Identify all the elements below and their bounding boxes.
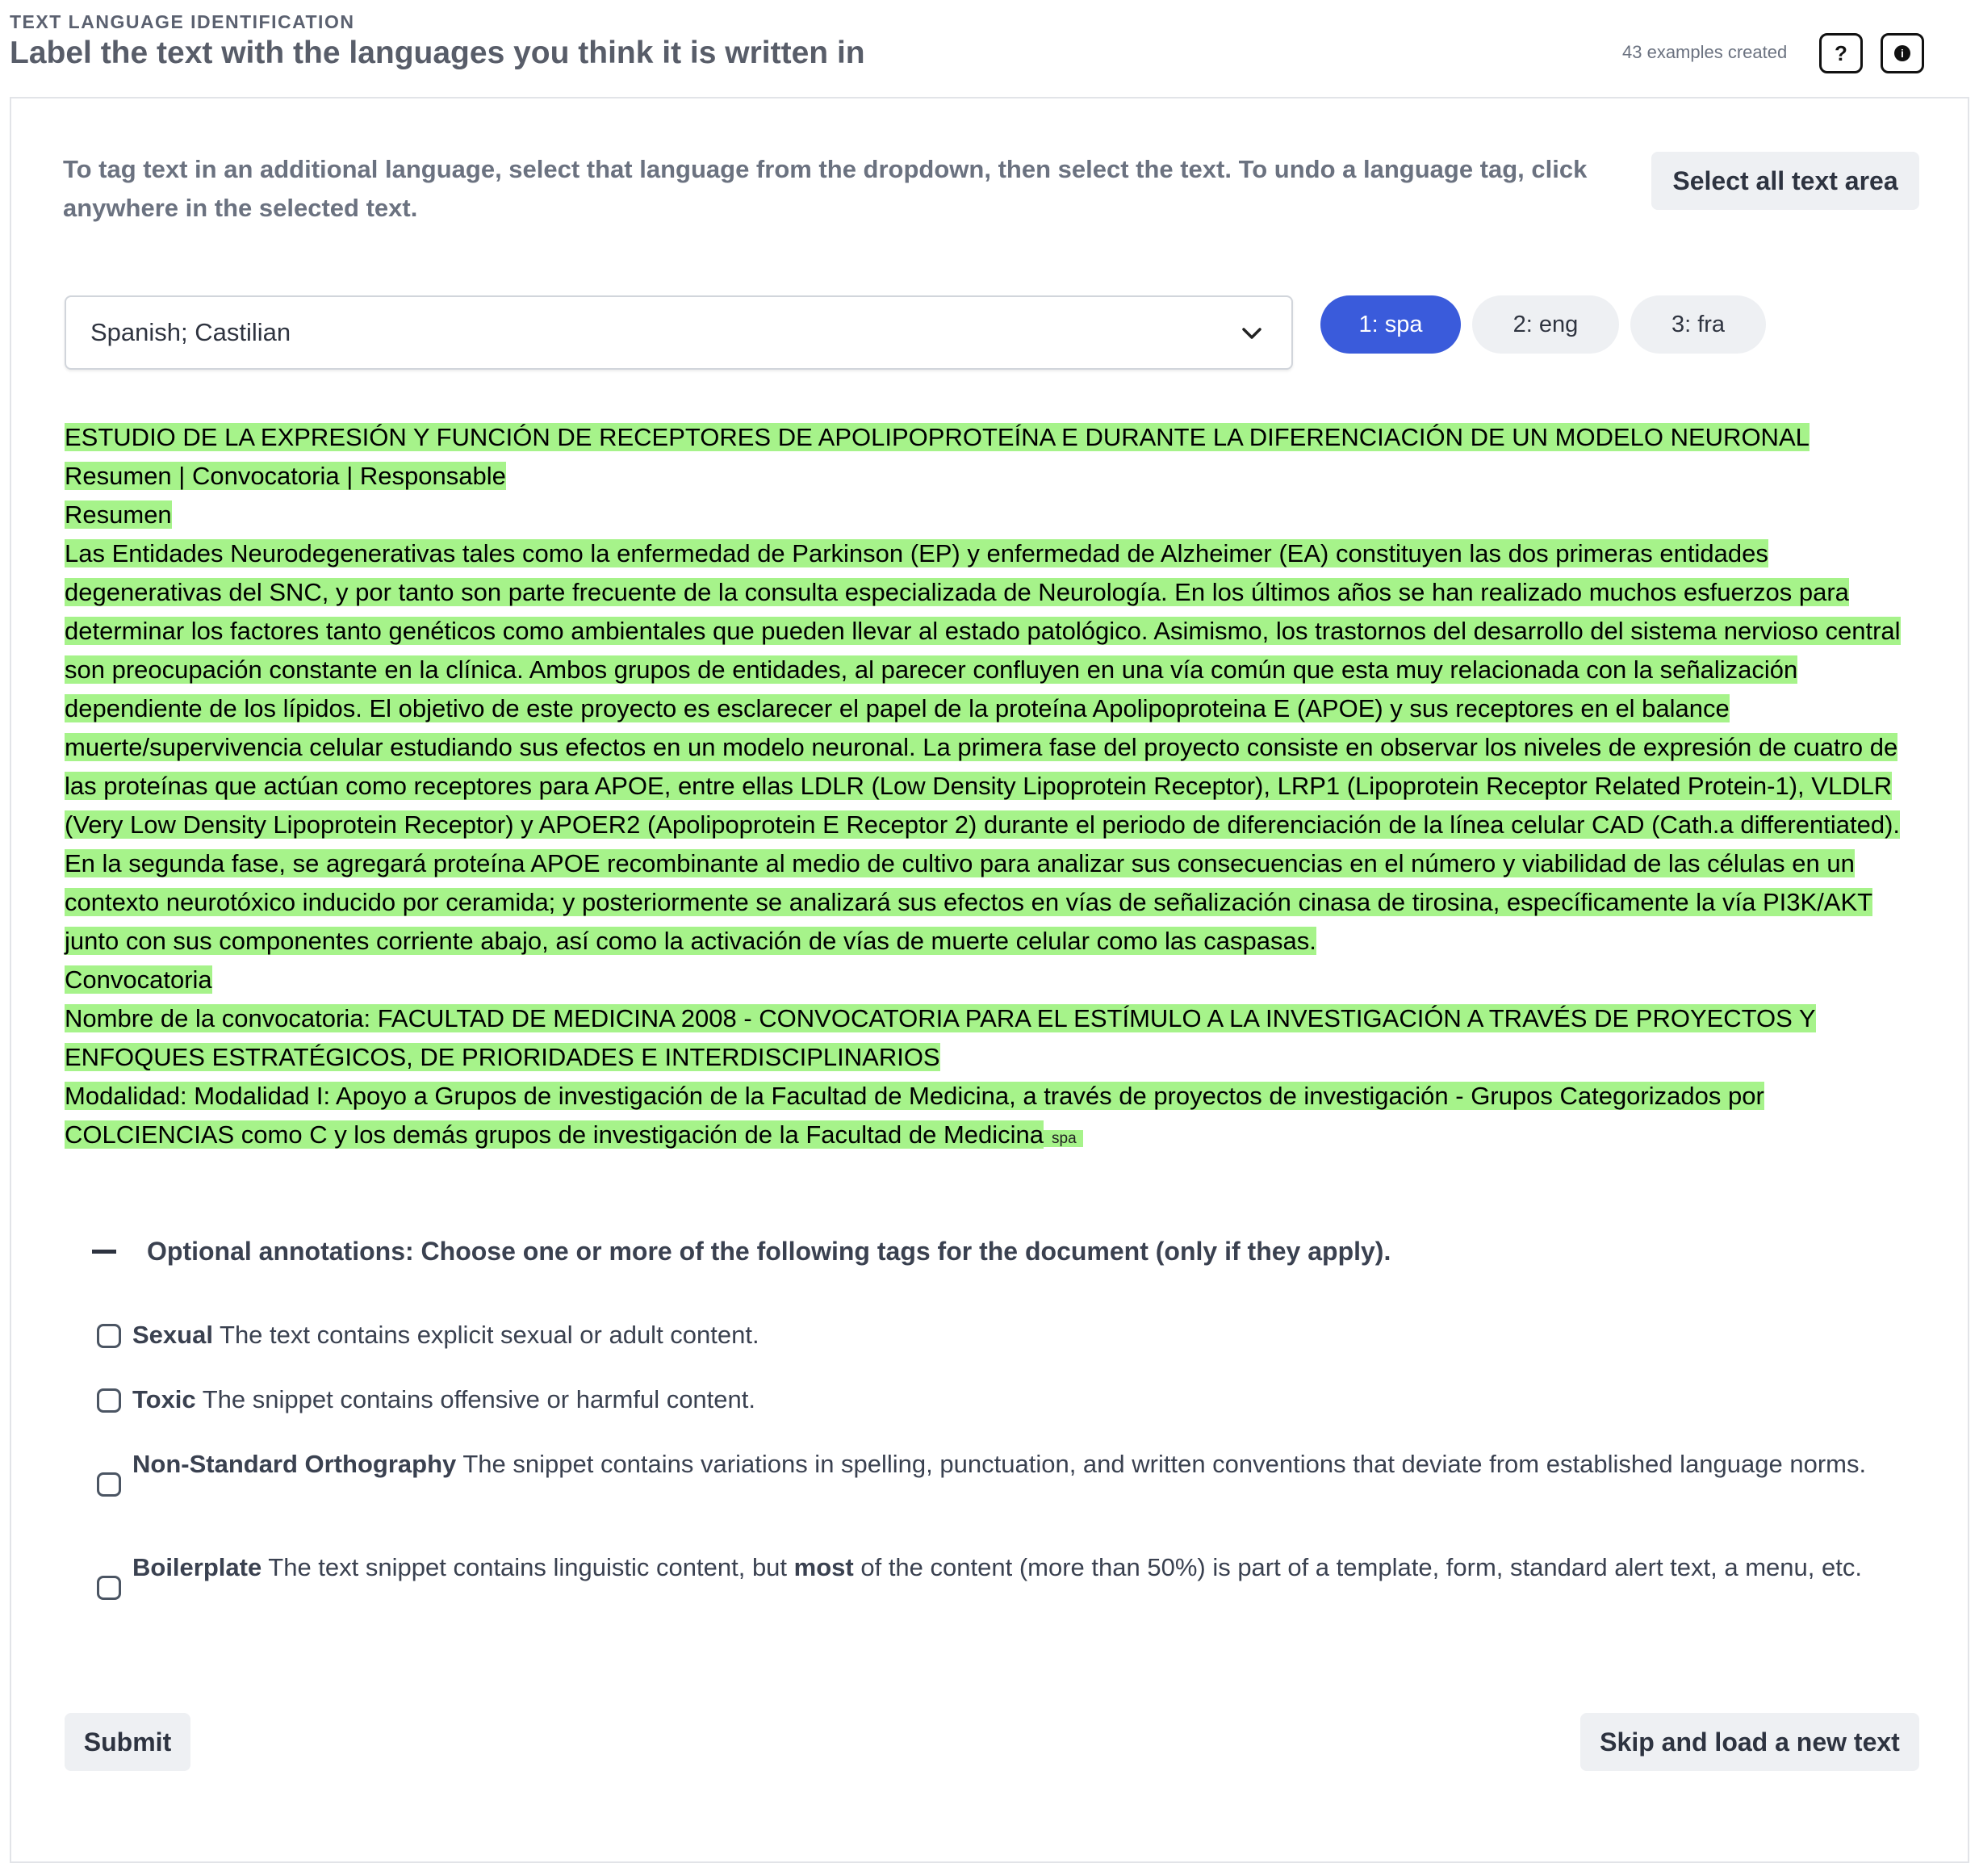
option-description: The snippet contains offensive or harmful content. bbox=[195, 1385, 755, 1413]
tagged-span[interactable]: Las Entidades Neurodegenerativas tales como la enfermedad de Parkinson (EP) y enfermedad de Alzheimer (EA) constituyen las dos primeras entidades degenerativas del SNC, y por tanto son parte frecuente de la consulta especializada de Neurología. En los últimos años se han realizado muchos esfuerzos para determinar los factores tanto genéticos como ambientales que pueden llevar al estado patológico. Asimismo, los trastornos del desarrollo del sistema nervioso central son preocupación constante en la clínica. Ambos grupos de entidades, al parecer confluyen en una vía común que esta muy relacionada con la señalización dependiente de los lípidos. El objetivo de este proyecto es esclarecer el papel de la proteína Apolipoproteina E (APOE) y sus receptores en el balance muerte/supervivencia celular estudiando sus efectos en un modelo neuronal. La primera fase del proyecto consiste en observar los niveles de expresión de cuatro de las proteínas que actúan como receptores para APOE, entre ellas LDLR (Low Density Lipoprotein Receptor), LRP1 (Lipoprotein Receptor Related Protein-1), VLDLR (Very Low Density Lipoprotein Receptor) y APOER2 (Apolipoprotein E Receptor 2) durante el periodo de diferenciación de la línea celular CAD (Cath.a differentiated). En la segunda fase, se agregará proteína APOE recombinante al medio de cultivo para analizar sus consecuencias en el número y viabilidad de las células en un contexto neurotóxico inducido por ceramida; y posteriormente se analizará sus efectos en vías de señalización cinasa de tirosina, específicamente la vía PI3K/AKT junto con sus componentes corriente abajo, así como la activación de vías de muerte celular como las caspasas. bbox=[65, 539, 1901, 955]
option-description: The text contains explicit sexual or adult content. bbox=[212, 1321, 759, 1349]
text-line bbox=[65, 1077, 1926, 1158]
option-label bbox=[132, 1316, 1921, 1355]
sexual-checkbox[interactable] bbox=[97, 1324, 121, 1348]
skip-button[interactable]: Skip and load a new text bbox=[1580, 1713, 1919, 1771]
tagged-span[interactable]: ESTUDIO DE LA EXPRESIÓN Y FUNCIÓN DE RECEPTORES DE APOLIPOPROTEÍNA E DURANTE LA DIFERENCIACIÓN DE UN MODELO NEURONAL bbox=[65, 423, 1810, 451]
option-name: Non-Standard Orthography bbox=[132, 1450, 457, 1478]
tagged-span[interactable]: Nombre de la convocatoria: FACULTAD DE MEDICINA 2008 - CONVOCATORIA PARA EL ESTÍMULO A LA INVESTIGACIÓN A TRAVÉS DE PROYECTOS Y ENFOQUES ESTRATÉGICOS, DE PRIORIDADES E INTERDISCIPLINARIOS bbox=[65, 1004, 1816, 1071]
language-pill-eng[interactable]: 2: eng bbox=[1472, 295, 1619, 354]
language-dropdown[interactable] bbox=[65, 295, 1293, 370]
text-area[interactable] bbox=[65, 418, 1926, 1158]
task-kicker: TEXT LANGUAGE IDENTIFICATION bbox=[10, 11, 355, 32]
submit-button[interactable]: Submit bbox=[65, 1713, 190, 1771]
option-description: The snippet contains variations in spelling, punctuation, and written conventions that deviate from established language norms. bbox=[456, 1450, 1867, 1478]
optional-annotations-title: Optional annotations: Choose one or more of the following tags for the document (only if they apply). bbox=[147, 1237, 1391, 1266]
language-pill-spa[interactable]: 1: spa bbox=[1320, 295, 1461, 354]
tagged-span[interactable]: Resumen bbox=[65, 500, 172, 529]
text-line bbox=[65, 961, 1926, 999]
chevron-down-icon bbox=[1240, 321, 1264, 345]
text-line bbox=[65, 999, 1926, 1077]
info-icon: i bbox=[1894, 45, 1910, 61]
language-tag-label: spa bbox=[1044, 1130, 1083, 1147]
text-line bbox=[65, 496, 1926, 534]
page-title: Label the text with the languages you think it is written in bbox=[10, 36, 865, 70]
optional-annotations-toggle[interactable] bbox=[63, 1229, 1879, 1277]
boilerplate-checkbox[interactable] bbox=[97, 1576, 121, 1600]
info-button[interactable] bbox=[1881, 33, 1924, 73]
option-description: of the content (more than 50%) is part of a template, form, standard alert text, a menu, etc. bbox=[853, 1553, 1862, 1581]
annotation-card bbox=[10, 97, 1969, 1863]
help-button[interactable] bbox=[1819, 33, 1863, 73]
language-pill-fra[interactable]: 3: fra bbox=[1630, 295, 1766, 354]
option-description-emphasis: most bbox=[793, 1553, 854, 1581]
option-name: Toxic bbox=[132, 1385, 196, 1413]
text-line bbox=[65, 418, 1926, 457]
page-header bbox=[0, 0, 1979, 97]
option-label bbox=[132, 1548, 1921, 1587]
option-label bbox=[132, 1380, 1921, 1419]
text-line bbox=[65, 457, 1926, 496]
select-all-text-button[interactable]: Select all text area bbox=[1651, 152, 1919, 210]
tagged-span[interactable]: Resumen | Convocatoria | Responsable bbox=[65, 462, 506, 490]
option-description: The text snippet contains linguistic content, but bbox=[261, 1553, 794, 1581]
instructions-text: To tag text in an additional language, select that language from the dropdown, then select the text. To undo a language tag, click anywhere in the selected text. bbox=[63, 155, 1588, 222]
question-icon: ? bbox=[1835, 40, 1847, 65]
tagged-span[interactable]: Convocatoria bbox=[65, 965, 212, 994]
text-line bbox=[65, 534, 1926, 961]
minus-icon bbox=[92, 1250, 116, 1254]
option-label bbox=[132, 1445, 1921, 1484]
toxic-checkbox[interactable] bbox=[97, 1388, 121, 1413]
tagged-span[interactable]: Modalidad: Modalidad I: Apoyo a Grupos de investigación de la Facultad de Medicina, a través de proyectos de investigación - Grupos Categorizados por COLCIENCIAS como C y los demás grupos de investigación de la Facultad de Medicina bbox=[65, 1082, 1764, 1149]
examples-count: 43 examples created bbox=[1622, 42, 1788, 62]
option-name: Sexual bbox=[132, 1321, 213, 1349]
non-standard-orthography-checkbox[interactable] bbox=[97, 1472, 121, 1497]
option-name: Boilerplate bbox=[132, 1553, 262, 1581]
language-dropdown-value: Spanish; Castilian bbox=[90, 318, 291, 346]
